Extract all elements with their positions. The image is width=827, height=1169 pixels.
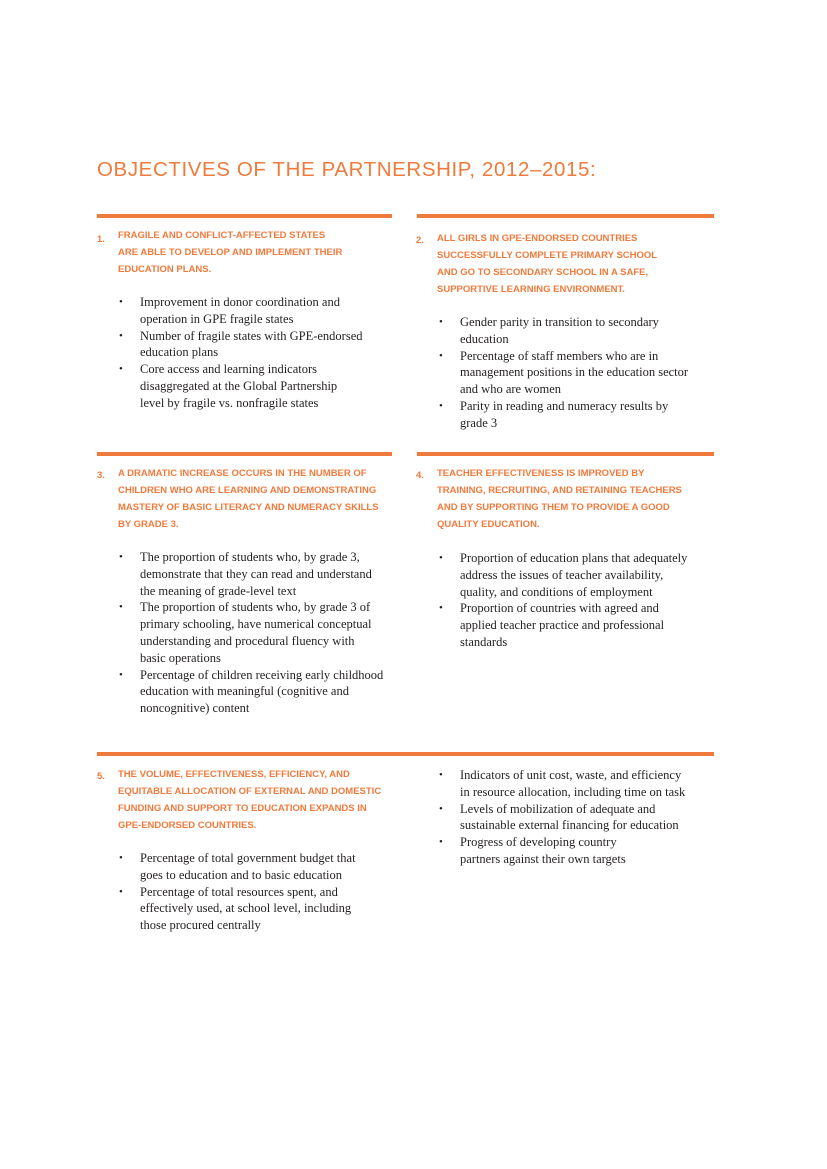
bullet-icon: • bbox=[119, 551, 123, 563]
indicator-item bbox=[435, 767, 685, 801]
bullet-icon: • bbox=[119, 885, 123, 898]
indicator-line: address the issues of teacher availability, bbox=[460, 567, 664, 582]
indicator-line: understanding and procedural fluency with bbox=[140, 633, 355, 648]
objective-heading bbox=[118, 766, 381, 834]
bullet-icon: • bbox=[119, 363, 123, 376]
objective-number: 2. bbox=[416, 235, 424, 246]
indicator-line: sustainable external financing for education bbox=[460, 818, 679, 833]
bullet-icon: • bbox=[439, 552, 443, 564]
section-divider bbox=[417, 214, 714, 218]
objective-heading bbox=[437, 465, 682, 533]
heading-line: AND GO TO SECONDARY SCHOOL IN A SAFE, bbox=[437, 267, 649, 278]
heading-line: AND BY SUPPORTING THEM TO PROVIDE A GOOD bbox=[437, 502, 670, 513]
indicator-line: Proportion of countries with agreed and bbox=[460, 601, 659, 616]
indicator-line: effectively used, at school level, including bbox=[140, 901, 352, 916]
indicator-line: education bbox=[460, 331, 509, 346]
indicator-line: the meaning of grade-level text bbox=[140, 583, 297, 598]
bullet-icon: • bbox=[119, 329, 123, 342]
bullet-icon: • bbox=[119, 668, 123, 681]
indicator-line: Levels of mobilization of adequate and bbox=[460, 801, 656, 816]
indicator-item bbox=[115, 850, 356, 884]
indicator-list bbox=[115, 850, 356, 934]
indicator-line: Number of fragile states with GPE-endorsed bbox=[140, 328, 363, 343]
bullet-icon: • bbox=[439, 602, 443, 615]
indicator-item bbox=[115, 599, 383, 666]
indicator-line: education with meaningful (cognitive and bbox=[140, 684, 349, 699]
indicator-item bbox=[115, 361, 363, 411]
objective-number: 4. bbox=[416, 470, 424, 481]
indicator-line: standards bbox=[460, 634, 508, 649]
indicator-list bbox=[115, 294, 363, 412]
indicator-line: applied teacher practice and professional bbox=[460, 618, 665, 633]
indicator-line: Percentage of staff members who are in bbox=[460, 348, 659, 363]
indicator-line: Improvement in donor coordination and bbox=[140, 295, 340, 309]
indicator-line: Parity in reading and numeracy results by bbox=[460, 398, 669, 413]
bullet-icon: • bbox=[439, 802, 443, 815]
indicator-line: education plans bbox=[140, 345, 219, 360]
objective-heading bbox=[118, 465, 379, 533]
heading-line: FUNDING AND SUPPORT TO EDUCATION EXPANDS IN bbox=[118, 803, 367, 814]
heading-line: ALL GIRLS IN GPE-ENDORSED COUNTRIES bbox=[437, 233, 638, 244]
bullet-icon: • bbox=[439, 316, 443, 328]
indicator-item bbox=[435, 834, 685, 868]
bullet-icon: • bbox=[119, 296, 123, 308]
objective-number: 3. bbox=[97, 470, 105, 481]
bullet-icon: • bbox=[439, 399, 443, 412]
heading-line: TEACHER EFFECTIVENESS IS IMPROVED BY bbox=[437, 468, 645, 479]
indicator-line: The proportion of students who, by grade 3, bbox=[140, 550, 360, 564]
heading-line: FRAGILE AND CONFLICT-AFFECTED STATES bbox=[118, 230, 326, 241]
objective-heading bbox=[118, 227, 342, 278]
indicator-item bbox=[435, 550, 687, 600]
bullet-icon: • bbox=[439, 349, 443, 362]
indicator-line: those procured centrally bbox=[140, 918, 261, 933]
heading-line: EQUITABLE ALLOCATION OF EXTERNAL AND DOMESTIC bbox=[118, 786, 382, 797]
indicator-line: goes to education and to basic education bbox=[140, 867, 343, 882]
indicator-line: Percentage of children receiving early childhood bbox=[140, 667, 384, 682]
indicator-line: and who are women bbox=[460, 382, 562, 397]
indicator-line: management positions in the education sector bbox=[460, 365, 689, 380]
bullet-icon: • bbox=[439, 836, 443, 849]
indicator-line: Percentage of total government budget that bbox=[140, 851, 356, 865]
indicator-line: demonstrate that they can read and understand bbox=[140, 566, 372, 581]
indicator-item bbox=[115, 328, 363, 362]
heading-line: ARE ABLE TO DEVELOP AND IMPLEMENT THEIR bbox=[118, 247, 343, 258]
indicator-item bbox=[115, 549, 383, 599]
objective-number: 1. bbox=[97, 234, 105, 245]
heading-line: MASTERY OF BASIC LITERACY AND NUMERACY SKILLS bbox=[118, 502, 379, 513]
indicator-line: partners against their own targets bbox=[460, 851, 626, 866]
indicator-line: quality, and conditions of employment bbox=[460, 584, 653, 599]
indicator-line: Gender parity in transition to secondary bbox=[460, 315, 659, 329]
heading-line: THE VOLUME, EFFECTIVENESS, EFFICIENCY, AND bbox=[118, 769, 350, 780]
heading-line: BY GRADE 3. bbox=[118, 519, 179, 530]
indicator-list-continued bbox=[435, 767, 685, 868]
indicator-list bbox=[115, 549, 383, 717]
section-divider bbox=[417, 452, 714, 456]
section-divider bbox=[97, 214, 392, 218]
heading-line: EDUCATION PLANS. bbox=[118, 264, 212, 275]
indicator-item bbox=[115, 667, 383, 717]
indicator-item bbox=[435, 348, 688, 398]
indicator-line: noncognitive) content bbox=[140, 701, 250, 716]
indicator-line: Proportion of education plans that adequately bbox=[460, 551, 688, 565]
indicator-item bbox=[435, 801, 685, 835]
indicator-item bbox=[115, 884, 356, 934]
indicator-list bbox=[435, 314, 688, 432]
indicator-line: Core access and learning indicators bbox=[140, 362, 318, 377]
objective-number: 5. bbox=[97, 771, 105, 782]
indicator-list bbox=[435, 550, 687, 651]
indicator-line: Percentage of total resources spent, and bbox=[140, 884, 338, 899]
indicator-line: in resource allocation, including time on task bbox=[460, 784, 686, 799]
indicator-line: basic operations bbox=[140, 650, 221, 665]
indicator-line: operation in GPE fragile states bbox=[140, 311, 294, 326]
indicator-item bbox=[435, 398, 688, 432]
indicator-line: grade 3 bbox=[460, 415, 498, 430]
indicator-line: disaggregated at the Global Partnership bbox=[140, 378, 338, 393]
page-title: OBJECTIVES OF THE PARTNERSHIP, 2012–2015: bbox=[97, 158, 597, 181]
indicator-line: Progress of developing country bbox=[460, 835, 617, 850]
indicator-line: level by fragile vs. nonfragile states bbox=[140, 395, 319, 410]
indicator-line: primary schooling, have numerical conceptual bbox=[140, 617, 372, 632]
indicator-line: Indicators of unit cost, waste, and efficiency bbox=[460, 768, 682, 782]
bullet-icon: • bbox=[119, 601, 123, 614]
section-divider bbox=[97, 752, 714, 756]
indicator-line: The proportion of students who, by grade 3 of bbox=[140, 600, 371, 615]
heading-line: A DRAMATIC INCREASE OCCURS IN THE NUMBER OF bbox=[118, 468, 367, 479]
heading-line: GPE-ENDORSED COUNTRIES. bbox=[118, 820, 257, 831]
heading-line: QUALITY EDUCATION. bbox=[437, 519, 540, 530]
indicator-item bbox=[115, 294, 363, 328]
objective-heading bbox=[437, 230, 657, 298]
heading-line: CHILDREN WHO ARE LEARNING AND DEMONSTRATING bbox=[118, 485, 377, 496]
section-divider bbox=[97, 452, 392, 456]
heading-line: SUCCESSFULLY COMPLETE PRIMARY SCHOOL bbox=[437, 250, 658, 261]
bullet-icon: • bbox=[439, 769, 443, 781]
indicator-item bbox=[435, 314, 688, 348]
heading-line: SUPPORTIVE LEARNING ENVIRONMENT. bbox=[437, 284, 625, 295]
bullet-icon: • bbox=[119, 852, 123, 864]
heading-line: TRAINING, RECRUITING, AND RETAINING TEACHERS bbox=[437, 485, 682, 496]
indicator-item bbox=[435, 600, 687, 650]
